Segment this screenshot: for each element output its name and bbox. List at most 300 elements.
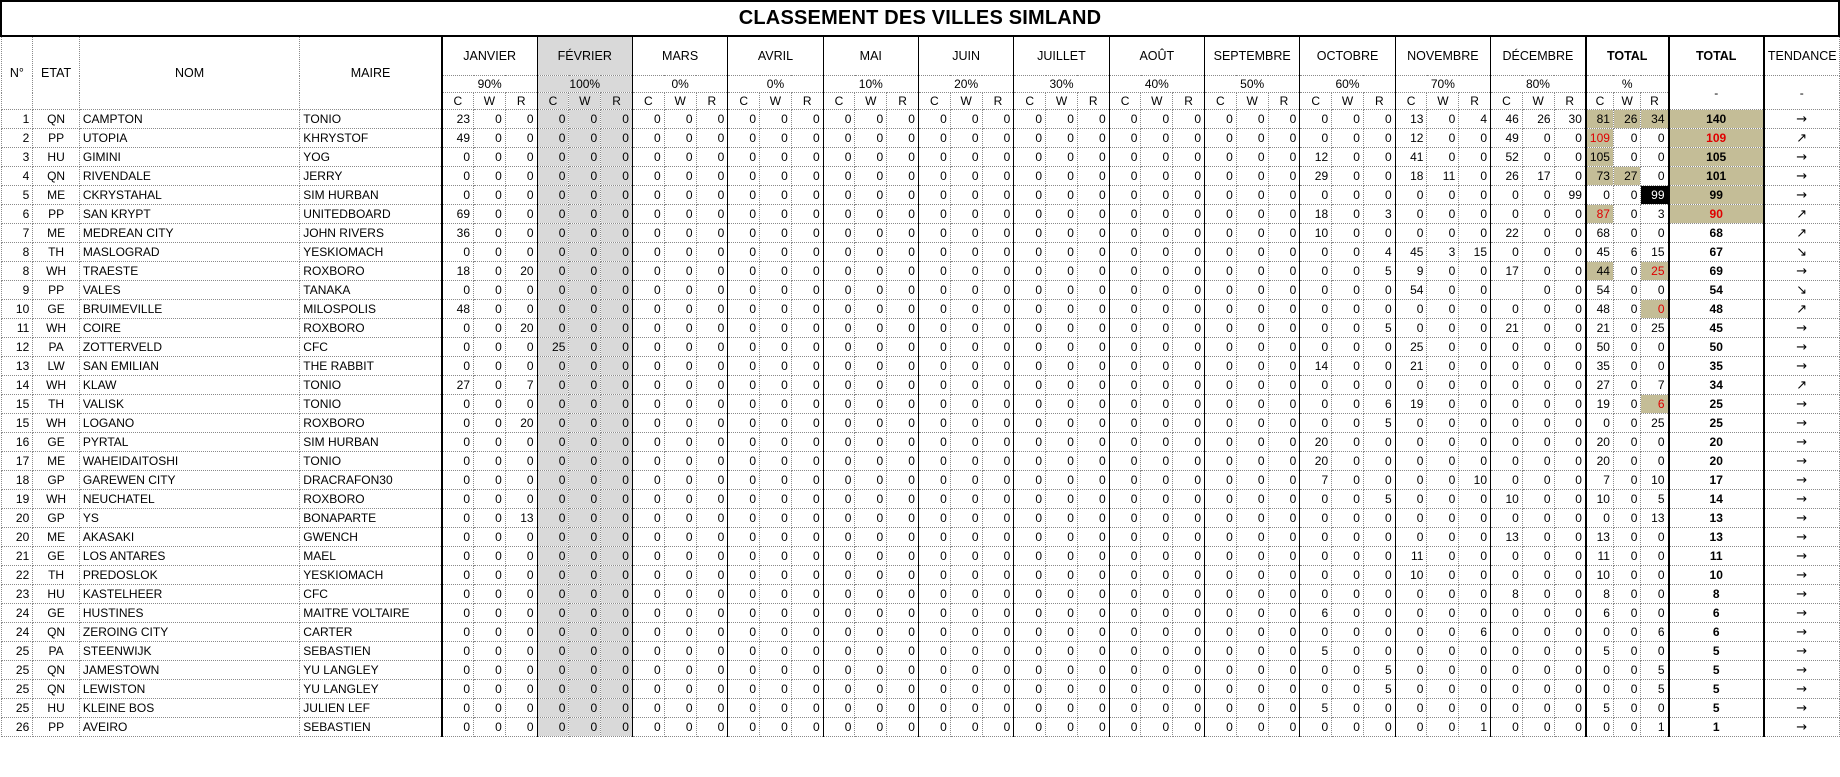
month-value-cell: 0 bbox=[1268, 281, 1300, 300]
month-value-cell: 0 bbox=[696, 110, 728, 129]
month-value-cell: 0 bbox=[1459, 490, 1491, 509]
month-value-cell: 0 bbox=[982, 205, 1014, 224]
month-value-cell: 0 bbox=[982, 129, 1014, 148]
table-row bbox=[1, 376, 1839, 395]
month-value-cell: 0 bbox=[1173, 680, 1205, 699]
month-11-sub-0: C bbox=[1491, 93, 1523, 110]
month-value-cell: 0 bbox=[1014, 281, 1046, 300]
mayor-cell: SIM HURBAN bbox=[300, 186, 442, 205]
month-value-cell: 0 bbox=[1077, 547, 1109, 566]
month-value-cell: 0 bbox=[887, 661, 919, 680]
etat-cell: ME bbox=[33, 224, 80, 243]
month-value-cell: 0 bbox=[823, 433, 855, 452]
month-value-cell: 0 bbox=[1205, 357, 1237, 376]
month-percent-10: 70% bbox=[1395, 76, 1490, 93]
month-value-cell: 0 bbox=[1141, 471, 1173, 490]
rank-cell: 22 bbox=[1, 566, 33, 585]
city-name-cell: LOGANO bbox=[79, 414, 299, 433]
month-value-cell: 0 bbox=[1109, 471, 1141, 490]
month-value-cell: 0 bbox=[1173, 376, 1205, 395]
month-value-cell: 0 bbox=[696, 338, 728, 357]
month-header-7: AOÛT bbox=[1109, 36, 1204, 76]
total-cell: 105 bbox=[1669, 148, 1764, 167]
month-value-cell: 0 bbox=[569, 642, 601, 661]
month-value-cell: 0 bbox=[569, 167, 601, 186]
month-value-cell: 0 bbox=[760, 186, 792, 205]
month-value-cell: 0 bbox=[601, 300, 633, 319]
month-value-cell: 0 bbox=[537, 623, 569, 642]
etat-cell: WH bbox=[33, 490, 80, 509]
month-value-cell: 0 bbox=[1268, 319, 1300, 338]
month-value-cell: 0 bbox=[537, 110, 569, 129]
month-value-cell: 0 bbox=[1141, 718, 1173, 737]
total-w-cell: 0 bbox=[1613, 262, 1641, 281]
city-name-cell: GIMINI bbox=[79, 148, 299, 167]
month-value-cell: 0 bbox=[950, 205, 982, 224]
month-value-cell: 0 bbox=[1046, 585, 1078, 604]
month-value-cell: 0 bbox=[1109, 224, 1141, 243]
month-value-cell: 0 bbox=[1522, 604, 1554, 623]
month-value-cell: 0 bbox=[982, 585, 1014, 604]
month-value-cell: 0 bbox=[1395, 471, 1427, 490]
month-value-cell: 0 bbox=[601, 224, 633, 243]
trend-arrow-icon: → bbox=[1764, 186, 1839, 205]
month-value-cell: 0 bbox=[1014, 585, 1046, 604]
month-value-cell: 0 bbox=[1522, 433, 1554, 452]
mayor-cell: UNITEDBOARD bbox=[300, 205, 442, 224]
month-value-cell: 0 bbox=[1046, 186, 1078, 205]
month-value-cell: 0 bbox=[1427, 680, 1459, 699]
month-value-cell: 0 bbox=[1014, 224, 1046, 243]
month-value-cell: 0 bbox=[1491, 699, 1523, 718]
month-value-cell: 0 bbox=[950, 167, 982, 186]
month-value-cell: 0 bbox=[1459, 433, 1491, 452]
month-value-cell: 0 bbox=[855, 718, 887, 737]
month-value-cell: 0 bbox=[1109, 528, 1141, 547]
month-value-cell: 0 bbox=[918, 129, 950, 148]
month-value-cell: 0 bbox=[791, 148, 823, 167]
mayor-cell: YOG bbox=[300, 148, 442, 167]
month-value-cell: 3 bbox=[1363, 205, 1395, 224]
month-value-cell: 0 bbox=[950, 699, 982, 718]
month-value-cell: 0 bbox=[664, 224, 696, 243]
month-value-cell: 0 bbox=[1332, 585, 1364, 604]
month-value-cell: 0 bbox=[1205, 566, 1237, 585]
month-value-cell: 0 bbox=[1077, 718, 1109, 737]
month-value-cell: 0 bbox=[1014, 300, 1046, 319]
month-value-cell: 0 bbox=[791, 547, 823, 566]
month-value-cell: 0 bbox=[505, 452, 537, 471]
total-w-cell: 0 bbox=[1613, 395, 1641, 414]
month-value-cell: 0 bbox=[1300, 509, 1332, 528]
month-percent-5: 20% bbox=[918, 76, 1013, 93]
month-header-9: OCTOBRE bbox=[1300, 36, 1395, 76]
month-value-cell: 0 bbox=[601, 205, 633, 224]
month-value-cell: 0 bbox=[537, 357, 569, 376]
month-value-cell: 0 bbox=[1459, 129, 1491, 148]
total-w-cell: 6 bbox=[1613, 243, 1641, 262]
month-value-cell: 0 bbox=[1332, 395, 1364, 414]
month-value-cell: 48 bbox=[442, 300, 474, 319]
month-value-cell: 0 bbox=[442, 585, 474, 604]
total-cell: 5 bbox=[1669, 661, 1764, 680]
month-value-cell: 41 bbox=[1395, 148, 1427, 167]
month-value-cell: 0 bbox=[442, 452, 474, 471]
month-value-cell: 0 bbox=[1459, 376, 1491, 395]
table-row bbox=[1, 566, 1839, 585]
month-value-cell: 0 bbox=[1363, 129, 1395, 148]
total-cell: 25 bbox=[1669, 395, 1764, 414]
month-value-cell: 0 bbox=[1268, 433, 1300, 452]
month-value-cell: 0 bbox=[442, 281, 474, 300]
month-value-cell: 0 bbox=[918, 357, 950, 376]
month-value-cell: 0 bbox=[1014, 433, 1046, 452]
month-value-cell: 0 bbox=[1109, 243, 1141, 262]
month-value-cell: 0 bbox=[664, 281, 696, 300]
month-header-4: MAI bbox=[823, 36, 918, 76]
month-value-cell: 0 bbox=[1427, 585, 1459, 604]
month-value-cell: 0 bbox=[918, 243, 950, 262]
etat-cell: WH bbox=[33, 376, 80, 395]
month-value-cell: 0 bbox=[1395, 699, 1427, 718]
month-value-cell: 0 bbox=[1046, 395, 1078, 414]
month-value-cell: 0 bbox=[537, 452, 569, 471]
total-cell: 68 bbox=[1669, 224, 1764, 243]
month-10-sub-0: C bbox=[1395, 93, 1427, 110]
month-value-cell: 0 bbox=[855, 262, 887, 281]
month-value-cell: 0 bbox=[1236, 585, 1268, 604]
city-name-cell: LOS ANTARES bbox=[79, 547, 299, 566]
total-r-cell: 3 bbox=[1641, 205, 1669, 224]
month-value-cell: 0 bbox=[855, 357, 887, 376]
month-value-cell: 0 bbox=[887, 547, 919, 566]
trend-arrow-icon: → bbox=[1764, 490, 1839, 509]
table-row bbox=[1, 509, 1839, 528]
month-value-cell: 5 bbox=[1363, 414, 1395, 433]
month-value-cell: 0 bbox=[1554, 471, 1586, 490]
total-w-cell: 0 bbox=[1613, 281, 1641, 300]
month-value-cell: 0 bbox=[728, 281, 760, 300]
month-value-cell: 0 bbox=[505, 642, 537, 661]
rank-cell: 7 bbox=[1, 224, 33, 243]
month-value-cell: 0 bbox=[1522, 642, 1554, 661]
month-value-cell: 0 bbox=[918, 490, 950, 509]
rank-cell: 15 bbox=[1, 414, 33, 433]
month-value-cell: 0 bbox=[1236, 718, 1268, 737]
month-10-sub-1: W bbox=[1427, 93, 1459, 110]
month-value-cell: 0 bbox=[664, 547, 696, 566]
etat-cell: PA bbox=[33, 338, 80, 357]
month-value-cell: 0 bbox=[1205, 148, 1237, 167]
month-value-cell: 0 bbox=[442, 509, 474, 528]
month-value-cell: 0 bbox=[537, 319, 569, 338]
city-name-cell: CKRYSTAHAL bbox=[79, 186, 299, 205]
mayor-cell: MAEL bbox=[300, 547, 442, 566]
month-value-cell: 0 bbox=[823, 414, 855, 433]
month-value-cell: 0 bbox=[537, 471, 569, 490]
etat-cell: HU bbox=[33, 585, 80, 604]
month-value-cell: 0 bbox=[982, 699, 1014, 718]
month-value-cell: 0 bbox=[1395, 528, 1427, 547]
month-value-cell: 0 bbox=[1141, 205, 1173, 224]
month-value-cell: 0 bbox=[1554, 357, 1586, 376]
month-value-cell: 0 bbox=[1459, 338, 1491, 357]
rank-cell: 8 bbox=[1, 262, 33, 281]
trend-arrow-icon: → bbox=[1764, 452, 1839, 471]
month-value-cell: 0 bbox=[1459, 661, 1491, 680]
month-value-cell: 0 bbox=[664, 452, 696, 471]
month-value-cell: 0 bbox=[982, 566, 1014, 585]
month-value-cell: 0 bbox=[1332, 509, 1364, 528]
month-value-cell: 0 bbox=[664, 642, 696, 661]
month-value-cell: 0 bbox=[1014, 395, 1046, 414]
total-cell: 54 bbox=[1669, 281, 1764, 300]
month-value-cell: 0 bbox=[760, 623, 792, 642]
month-value-cell: 0 bbox=[1268, 243, 1300, 262]
month-value-cell: 0 bbox=[1522, 452, 1554, 471]
month-value-cell: 0 bbox=[537, 224, 569, 243]
month-value-cell: 0 bbox=[1141, 699, 1173, 718]
city-name-cell: AKASAKI bbox=[79, 528, 299, 547]
month-value-cell: 0 bbox=[1395, 604, 1427, 623]
month-value-cell: 0 bbox=[537, 509, 569, 528]
month-value-cell: 0 bbox=[1141, 509, 1173, 528]
month-value-cell: 0 bbox=[855, 110, 887, 129]
month-value-cell: 0 bbox=[1491, 623, 1523, 642]
month-value-cell: 0 bbox=[1046, 490, 1078, 509]
month-value-cell: 0 bbox=[1014, 148, 1046, 167]
month-value-cell: 0 bbox=[1268, 167, 1300, 186]
month-header-6: JUILLET bbox=[1014, 36, 1109, 76]
mayor-cell: JERRY bbox=[300, 167, 442, 186]
month-value-cell: 0 bbox=[918, 471, 950, 490]
month-value-cell: 0 bbox=[1300, 338, 1332, 357]
table-row bbox=[1, 585, 1839, 604]
trend-arrow-icon: → bbox=[1764, 623, 1839, 642]
month-value-cell: 0 bbox=[632, 129, 664, 148]
month-value-cell: 0 bbox=[1268, 661, 1300, 680]
total-w-cell: 0 bbox=[1613, 433, 1641, 452]
month-percent-9: 60% bbox=[1300, 76, 1395, 93]
month-value-cell: 0 bbox=[728, 338, 760, 357]
month-value-cell: 0 bbox=[1522, 357, 1554, 376]
month-value-cell: 0 bbox=[1173, 623, 1205, 642]
month-1-sub-0: C bbox=[537, 93, 569, 110]
month-value-cell: 0 bbox=[855, 471, 887, 490]
month-value-cell: 0 bbox=[728, 471, 760, 490]
etat-cell: TH bbox=[33, 566, 80, 585]
month-value-cell: 0 bbox=[1332, 604, 1364, 623]
month-value-cell: 0 bbox=[982, 642, 1014, 661]
mayor-cell: JOHN RIVERS bbox=[300, 224, 442, 243]
trend-arrow-icon: → bbox=[1764, 604, 1839, 623]
month-value-cell: 0 bbox=[1395, 433, 1427, 452]
month-value-cell: 0 bbox=[823, 338, 855, 357]
total-c-cell: 0 bbox=[1586, 509, 1614, 528]
month-value-cell: 0 bbox=[1014, 186, 1046, 205]
month-value-cell: 0 bbox=[760, 604, 792, 623]
month-value-cell: 0 bbox=[1141, 433, 1173, 452]
month-value-cell: 0 bbox=[537, 642, 569, 661]
month-value-cell: 0 bbox=[696, 642, 728, 661]
month-value-cell: 0 bbox=[1300, 547, 1332, 566]
month-value-cell: 0 bbox=[950, 509, 982, 528]
month-value-cell: 0 bbox=[442, 319, 474, 338]
month-value-cell: 20 bbox=[505, 414, 537, 433]
total-c-cell: 10 bbox=[1586, 566, 1614, 585]
mayor-cell: ROXBORO bbox=[300, 319, 442, 338]
total-cell: 8 bbox=[1669, 585, 1764, 604]
total-w-cell: 0 bbox=[1613, 718, 1641, 737]
month-value-cell: 0 bbox=[1522, 566, 1554, 585]
etat-cell: QN bbox=[33, 167, 80, 186]
etat-cell: HU bbox=[33, 148, 80, 167]
month-value-cell: 0 bbox=[1395, 509, 1427, 528]
month-value-cell: 0 bbox=[696, 604, 728, 623]
total-r-cell: 0 bbox=[1641, 357, 1669, 376]
rank-cell: 25 bbox=[1, 661, 33, 680]
month-value-cell: 0 bbox=[1332, 661, 1364, 680]
month-value-cell: 0 bbox=[1427, 281, 1459, 300]
month-value-cell: 14 bbox=[1300, 357, 1332, 376]
month-value-cell: 0 bbox=[1205, 262, 1237, 281]
month-value-cell: 0 bbox=[1554, 547, 1586, 566]
city-name-cell: COIRE bbox=[79, 319, 299, 338]
total-c-cell: 21 bbox=[1586, 319, 1614, 338]
total-r-cell: 5 bbox=[1641, 661, 1669, 680]
month-value-cell: 0 bbox=[950, 110, 982, 129]
month-value-cell: 20 bbox=[1300, 452, 1332, 471]
month-value-cell: 0 bbox=[601, 471, 633, 490]
month-value-cell: 36 bbox=[442, 224, 474, 243]
month-value-cell: 0 bbox=[1173, 642, 1205, 661]
month-value-cell: 0 bbox=[1268, 509, 1300, 528]
month-value-cell: 0 bbox=[1427, 110, 1459, 129]
month-value-cell: 0 bbox=[1363, 433, 1395, 452]
month-value-cell: 0 bbox=[1268, 490, 1300, 509]
month-value-cell: 0 bbox=[855, 452, 887, 471]
month-value-cell: 0 bbox=[1173, 604, 1205, 623]
month-value-cell: 0 bbox=[1236, 338, 1268, 357]
month-value-cell: 0 bbox=[982, 243, 1014, 262]
month-value-cell: 0 bbox=[474, 585, 506, 604]
month-value-cell: 0 bbox=[601, 699, 633, 718]
month-value-cell: 0 bbox=[855, 281, 887, 300]
month-value-cell: 0 bbox=[696, 357, 728, 376]
month-8-sub-1: W bbox=[1236, 93, 1268, 110]
month-value-cell: 0 bbox=[791, 167, 823, 186]
month-value-cell: 0 bbox=[696, 129, 728, 148]
month-value-cell: 0 bbox=[1077, 699, 1109, 718]
mayor-cell: MAITRE VOLTAIRE bbox=[300, 604, 442, 623]
month-value-cell: 0 bbox=[760, 414, 792, 433]
month-value-cell: 0 bbox=[1046, 300, 1078, 319]
month-value-cell: 0 bbox=[632, 376, 664, 395]
month-value-cell: 0 bbox=[696, 376, 728, 395]
month-value-cell: 0 bbox=[1109, 699, 1141, 718]
month-value-cell: 0 bbox=[442, 414, 474, 433]
month-value-cell: 0 bbox=[1141, 604, 1173, 623]
month-value-cell: 0 bbox=[1363, 357, 1395, 376]
month-value-cell: 0 bbox=[1236, 376, 1268, 395]
month-header-11: DÉCEMBRE bbox=[1491, 36, 1586, 76]
month-value-cell: 0 bbox=[887, 414, 919, 433]
etat-cell: PP bbox=[33, 205, 80, 224]
table-row bbox=[1, 604, 1839, 623]
mayor-cell: CFC bbox=[300, 338, 442, 357]
total-r-cell: 15 bbox=[1641, 243, 1669, 262]
month-value-cell: 0 bbox=[1205, 623, 1237, 642]
month-value-cell: 0 bbox=[601, 186, 633, 205]
month-value-cell: 18 bbox=[442, 262, 474, 281]
month-value-cell: 0 bbox=[887, 186, 919, 205]
month-value-cell: 0 bbox=[1046, 528, 1078, 547]
month-value-cell: 0 bbox=[1554, 452, 1586, 471]
month-value-cell: 0 bbox=[1109, 547, 1141, 566]
month-value-cell: 0 bbox=[1014, 509, 1046, 528]
etat-cell: TH bbox=[33, 243, 80, 262]
table-row bbox=[1, 357, 1839, 376]
month-value-cell: 23 bbox=[442, 110, 474, 129]
month-value-cell: 13 bbox=[505, 509, 537, 528]
month-value-cell: 49 bbox=[442, 129, 474, 148]
col-header-tendance: TENDANCE bbox=[1764, 36, 1839, 76]
month-value-cell: 0 bbox=[1491, 433, 1523, 452]
month-value-cell: 0 bbox=[1173, 718, 1205, 737]
month-value-cell: 0 bbox=[1522, 547, 1554, 566]
month-value-cell: 0 bbox=[855, 300, 887, 319]
month-4-sub-0: C bbox=[823, 93, 855, 110]
month-value-cell: 0 bbox=[664, 509, 696, 528]
table-row bbox=[1, 129, 1839, 148]
month-0-sub-1: W bbox=[474, 93, 506, 110]
month-value-cell: 0 bbox=[1109, 718, 1141, 737]
month-value-cell: 0 bbox=[664, 623, 696, 642]
month-value-cell: 0 bbox=[1427, 357, 1459, 376]
month-value-cell: 5 bbox=[1363, 262, 1395, 281]
total-r-cell: 34 bbox=[1641, 110, 1669, 129]
month-value-cell: 0 bbox=[1109, 319, 1141, 338]
month-value-cell: 0 bbox=[1077, 376, 1109, 395]
trend-arrow-icon: ↗ bbox=[1764, 129, 1839, 148]
month-value-cell: 0 bbox=[950, 585, 982, 604]
total-sub-1: W bbox=[1613, 93, 1641, 110]
month-value-cell: 0 bbox=[474, 262, 506, 281]
month-value-cell: 0 bbox=[887, 718, 919, 737]
month-value-cell: 0 bbox=[1205, 471, 1237, 490]
month-value-cell: 0 bbox=[1141, 547, 1173, 566]
total-r-cell: 0 bbox=[1641, 129, 1669, 148]
table-header bbox=[1, 1, 1839, 110]
month-4-sub-2: R bbox=[887, 93, 919, 110]
month-value-cell: 0 bbox=[1205, 300, 1237, 319]
trend-arrow-icon: → bbox=[1764, 661, 1839, 680]
month-value-cell: 0 bbox=[601, 281, 633, 300]
month-value-cell: 0 bbox=[1522, 471, 1554, 490]
total-c-cell: 20 bbox=[1586, 433, 1614, 452]
rank-cell: 24 bbox=[1, 604, 33, 623]
month-value-cell: 0 bbox=[950, 129, 982, 148]
month-value-cell: 0 bbox=[1300, 395, 1332, 414]
month-value-cell: 0 bbox=[1395, 186, 1427, 205]
month-value-cell: 0 bbox=[569, 414, 601, 433]
month-value-cell: 52 bbox=[1491, 148, 1523, 167]
month-value-cell: 0 bbox=[823, 224, 855, 243]
month-value-cell: 0 bbox=[1109, 205, 1141, 224]
total-cell: 69 bbox=[1669, 262, 1764, 281]
total-w-cell: 0 bbox=[1613, 338, 1641, 357]
month-value-cell: 0 bbox=[696, 167, 728, 186]
